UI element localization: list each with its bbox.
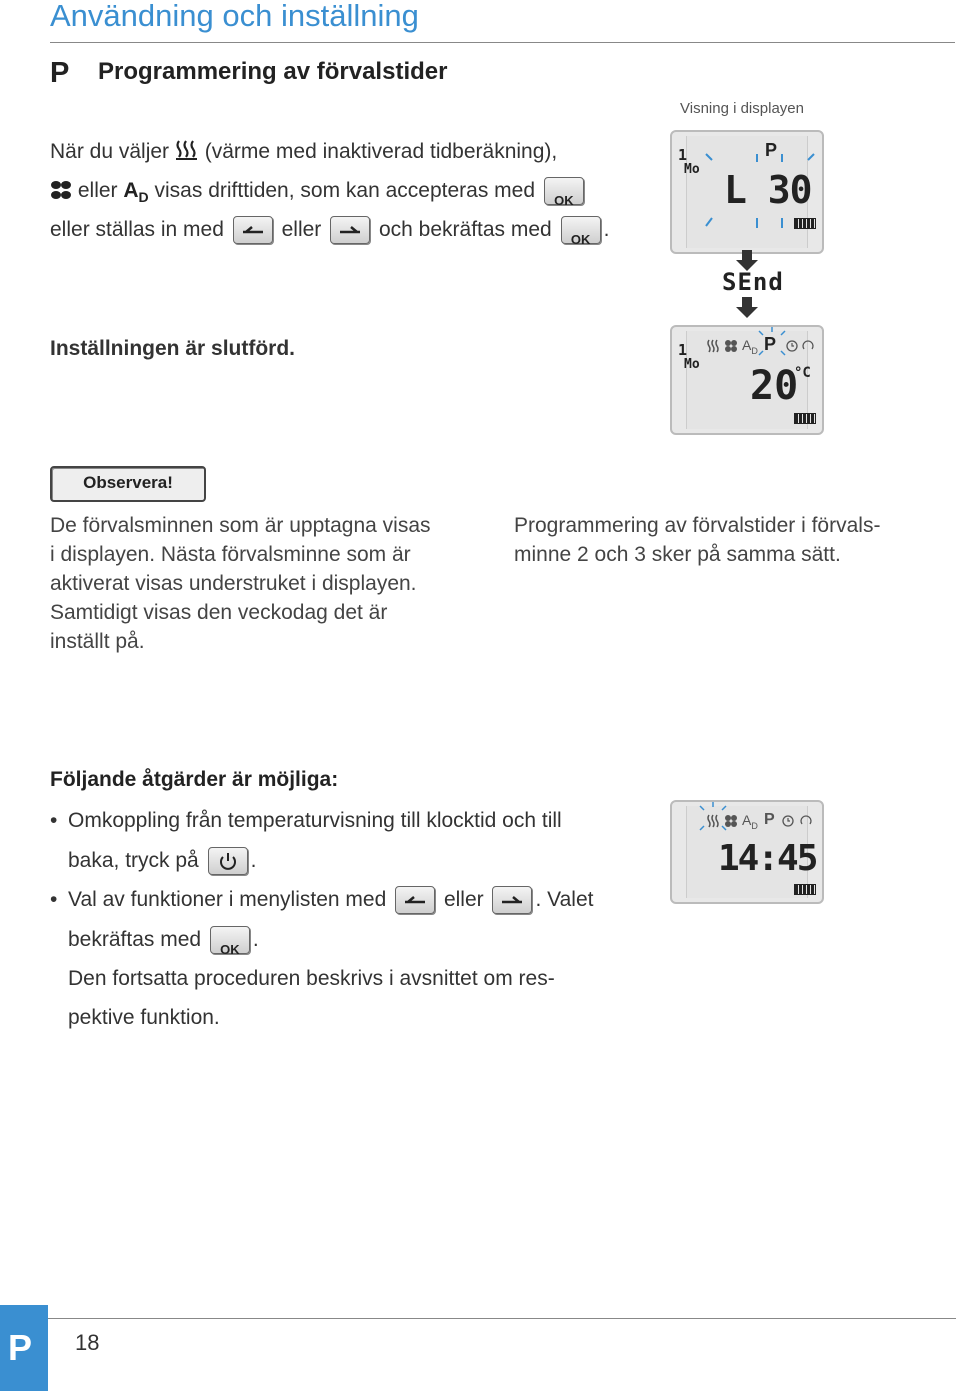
lcd-display-edit bbox=[670, 130, 824, 254]
note-right bbox=[514, 511, 954, 569]
intro-text: eller bbox=[281, 218, 322, 241]
intro-text: (värme med inaktiverad tidberäkning), bbox=[204, 140, 558, 163]
lcd-value: 14:45 bbox=[718, 838, 817, 879]
lcd-day: Mo bbox=[684, 162, 700, 177]
observe-box bbox=[50, 466, 206, 502]
lcd-program-indicator: P bbox=[764, 811, 775, 828]
note-line: Samtidigt visas den veckodag det är bbox=[50, 601, 388, 624]
section-letter: P bbox=[50, 57, 70, 89]
auto-icon: $A_D$ bbox=[123, 179, 149, 206]
footer-letter: P bbox=[8, 1327, 33, 1368]
footer-tab bbox=[0, 1305, 48, 1391]
procedure-line-1: Den fortsatta proceduren beskrivs i avsnittet om res- bbox=[68, 967, 555, 990]
note-line: Programmering av förvalstider i förvals- bbox=[514, 514, 881, 537]
fan-icon bbox=[50, 179, 72, 201]
arrow-left-icon bbox=[234, 217, 272, 243]
bullet-1: • Omkoppling från temperaturvisning till klocktid och till bbox=[50, 802, 562, 840]
heat-icon bbox=[175, 139, 199, 161]
send-label: SEnd bbox=[722, 268, 784, 296]
clock-icon bbox=[786, 339, 816, 353]
arrow-right-icon bbox=[493, 887, 531, 913]
fan-icon bbox=[724, 339, 738, 353]
lcd-value: L 30 bbox=[724, 168, 812, 212]
arrow-right-icon bbox=[331, 217, 369, 243]
arrow-left-icon bbox=[396, 887, 434, 913]
lcd-display-temperature bbox=[670, 325, 824, 435]
bullet-icon: • bbox=[50, 809, 58, 832]
intro-text: visas drifttiden, som kan accepteras med bbox=[154, 179, 536, 202]
note-line: i displayen. Nästa förvalsminne som är bbox=[50, 543, 411, 566]
down-button[interactable] bbox=[330, 216, 370, 244]
observe-label: Observera! bbox=[83, 473, 173, 492]
lcd-day-number: 1 bbox=[678, 146, 688, 164]
lcd-day: Mo bbox=[684, 357, 700, 372]
note-line: aktiverat visas understruket i displayen. bbox=[50, 572, 417, 595]
lcd-display-clock bbox=[670, 800, 824, 904]
procedure-line-2: pektive funktion. bbox=[68, 1006, 220, 1029]
intro-line-3: eller ställas in med eller och bekräftas med OK . bbox=[50, 218, 610, 248]
power-button[interactable] bbox=[208, 847, 248, 875]
down-button[interactable] bbox=[492, 886, 532, 914]
intro-text: eller bbox=[77, 179, 118, 202]
ok-button[interactable]: OK bbox=[210, 926, 250, 954]
bullet-2: • Val av funktioner i menylisten med eller . Valet bbox=[50, 881, 593, 919]
ok-button[interactable]: OK bbox=[544, 177, 584, 205]
lcd-program-indicator: P bbox=[764, 334, 777, 354]
finished-text: Inställningen är slutförd. bbox=[50, 337, 296, 360]
lcd-day-number: 1 bbox=[678, 341, 688, 359]
up-button[interactable] bbox=[395, 886, 435, 914]
up-button[interactable] bbox=[233, 216, 273, 244]
flash-marks-icon bbox=[757, 327, 787, 359]
battery-icon bbox=[794, 218, 816, 229]
bullet-1-cont: baka, tryck på . bbox=[68, 842, 256, 880]
bullet-icon: • bbox=[50, 888, 58, 911]
clock-icon bbox=[782, 814, 814, 828]
footer-divider bbox=[48, 1318, 956, 1319]
note-line: De förvalsminnen som är upptagna visas bbox=[50, 514, 431, 537]
lcd-program-indicator: P bbox=[765, 140, 778, 160]
lcd-unit: °C bbox=[794, 365, 811, 381]
intro-text: och bekräftas med bbox=[378, 218, 552, 241]
intro-text: eller ställas in med bbox=[50, 218, 224, 241]
page-title: Användning och inställning bbox=[50, 0, 419, 33]
auto-icon: $A_D$ bbox=[742, 812, 758, 831]
display-caption: Visning i displayen bbox=[680, 100, 804, 117]
intro-line-2 bbox=[50, 172, 587, 216]
note-line: minne 2 och 3 sker på samma sätt. bbox=[514, 543, 841, 566]
actions-heading: Följande åtgärder är möjliga: bbox=[50, 768, 339, 791]
bullet-2-cont: bekräftas med OK . bbox=[68, 928, 259, 958]
battery-icon bbox=[794, 413, 816, 424]
note-left bbox=[50, 511, 490, 656]
power-icon bbox=[209, 848, 247, 874]
section-title: Programmering av förvalstider bbox=[98, 58, 448, 85]
auto-icon: $A_D$ bbox=[742, 337, 758, 356]
intro-text: När du väljer bbox=[50, 140, 170, 163]
fan-icon bbox=[724, 814, 738, 828]
note-line: inställt på. bbox=[50, 630, 145, 653]
arrow-down-icon bbox=[735, 297, 759, 319]
header-divider bbox=[50, 42, 955, 43]
heat-icon bbox=[706, 339, 720, 353]
page-number: 18 bbox=[75, 1330, 100, 1355]
ok-button[interactable]: OK bbox=[561, 216, 601, 244]
battery-icon bbox=[794, 884, 816, 895]
intro-line-1 bbox=[50, 133, 557, 171]
lcd-value: 20 bbox=[750, 363, 799, 409]
